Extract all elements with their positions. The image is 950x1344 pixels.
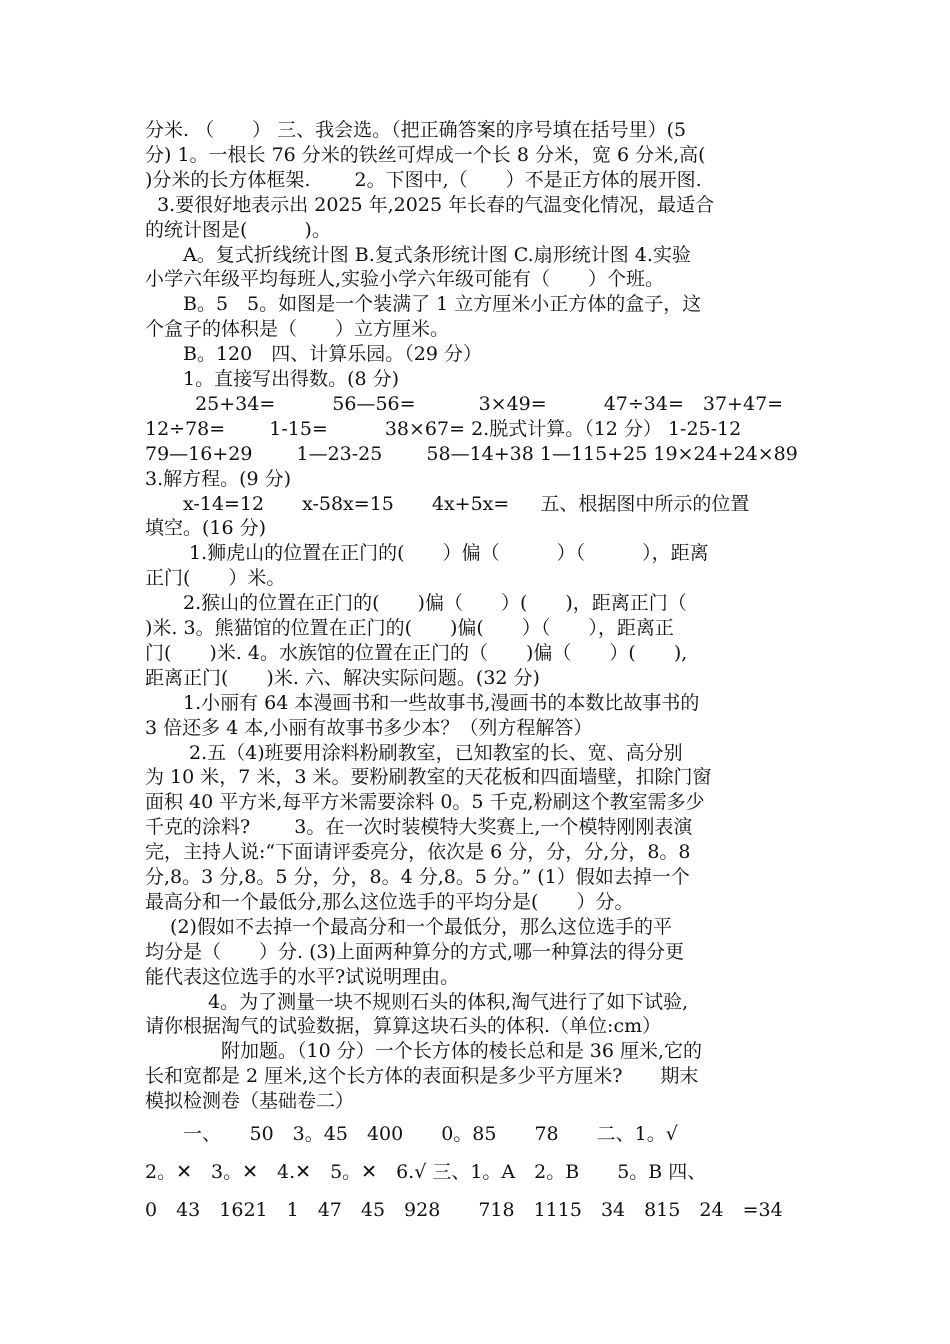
text-line: 分米. （ ） 三、我会选。（把正确答案的序号填在括号里）(5 <box>145 119 687 141</box>
text-line: 2.猴山的位置在正门的( )偏（ ）( )，距离正门（ <box>145 592 687 615</box>
text-line: A。复式折线统计图 B.复式条形统计图 C.扇形统计图 4.实验 <box>145 243 691 266</box>
text-line: 1.小丽有 64 本漫画书和一些故事书,漫画书的本数比故事书的 <box>145 691 700 714</box>
text-line: 79—16+29 1—23-25 58—14+38 1—115+25 19×24+24×89 <box>145 442 798 465</box>
text-line: 3 倍还多 4 本,小丽有故事书多少本？（列方程解答） <box>145 716 593 739</box>
text-line: 25+34= 56—56= 3×49= 47÷34= 37+47= <box>145 392 784 415</box>
text-line: 完，主持人说:“下面请评委亮分，依次是 6 分，分，分,分，8。8 <box>145 841 691 864</box>
text-line: 个盒子的体积是（ ）立方厘米。 <box>145 318 450 341</box>
text-line: )米. 3。熊猫馆的位置在正门的( )偏( ）（ ），距离正 <box>145 617 674 639</box>
text-line: 4。为了测量一块不规则石头的体积,淘气进行了如下试验, <box>145 990 689 1013</box>
text-line: 正门( ）米。 <box>145 567 286 590</box>
text-line: 的统计图是( )。 <box>145 218 331 241</box>
text-line: 门( )米. 4。水族馆的位置在正门的（ )偏（ ）( ), <box>145 641 688 664</box>
text-line: 填空。(16 分) <box>145 517 267 540</box>
text-line: 距离正门( )米. 六、解决实际问题。(32 分) <box>145 666 540 689</box>
text-line: 千克的涂料? 3。在一次时装模特大奖赛上,一个模特刚刚表演 <box>145 816 693 839</box>
text-line: 附加题。（10 分）一个长方体的棱长总和是 36 厘米,它的 <box>145 1040 703 1063</box>
text-line: 请你根据淘气的试验数据，算算这块石头的体积.（单位:cm） <box>145 1015 662 1038</box>
text-line: 2.五（4)班要用涂料粉刷教室，已知教室的长、宽、高分别 <box>145 741 683 764</box>
text-line: B。120 四、计算乐园。（29 分） <box>145 343 482 366</box>
text-line: 为 10 米，7 米，3 米。要粉刷教室的天花板和四面墙壁，扣除门窗 <box>145 766 712 789</box>
text-line: 分,8。3 分,8。5 分，分，8。4 分,8。5 分。” (1）假如去掉一个 <box>145 866 690 888</box>
text-line: B。5 5。如图是一个装满了 1 立方厘米小正方体的盒子，这 <box>145 293 702 316</box>
text-line: 长和宽都是 2 厘米,这个长方体的表面积是多少平方厘米? 期末 <box>145 1065 699 1088</box>
text-line: 2。✕ 3。✕ 4.✕ 5。✕ 6.√ 三、1。A 2。B 5。B 四、 <box>145 1161 707 1183</box>
text-line: 模拟检测卷（基础卷二） <box>145 1090 355 1113</box>
text-line: 0 43 1621 1 47 45 928 718 1115 34 815 24 =34 <box>145 1199 783 1221</box>
text-line: 分) 1。一根长 76 分米的铁丝可焊成一个长 8 分米，宽 6 分米,高( <box>145 143 706 166</box>
text-line: 3.解方程。(9 分) <box>145 467 292 490</box>
text-line: 1。直接写出得数。(8 分) <box>145 368 400 390</box>
text-line: 能代表这位选手的水平?试说明理由。 <box>145 965 460 988</box>
text-line: (2)假如不去掉一个最高分和一个最低分，那么这位选手的平 <box>145 915 672 938</box>
text-line: x-14=12 x-58x=15 4x+5x= 五、根据图中所示的位置 <box>145 492 750 515</box>
text-line: 面积 40 平方米,每平方米需要涂料 0。5 千克,粉刷这个教室需多少 <box>145 791 705 814</box>
text-line: 均分是（ ）分. (3)上面两种算分的方式,哪一种算法的得分更 <box>145 940 685 963</box>
text-line: 一、 50 3。45 400 0。85 78 二、1。√ <box>145 1123 678 1145</box>
text-line: 12÷78= 1-15= 38×67= 2.脱式计算。（12 分） 1-25-12 <box>145 417 742 440</box>
text-line: 小学六年级平均每班人,实验小学六年级可能有（ ）个班。 <box>145 268 665 291</box>
text-line: 3.要很好地表示出 2025 年,2025 年长春的气温变化情况，最适合 <box>145 193 715 216</box>
text-line: 1.狮虎山的位置在正门的( ）偏（ ）（ ），距离 <box>145 542 709 565</box>
text-line: 最高分和一个最低分,那么这位选手的平均分是( ）分。 <box>145 890 634 913</box>
text-line: )分米的长方体框架. 2。下图中,（ ）不是正方体的展开图. <box>145 168 702 191</box>
